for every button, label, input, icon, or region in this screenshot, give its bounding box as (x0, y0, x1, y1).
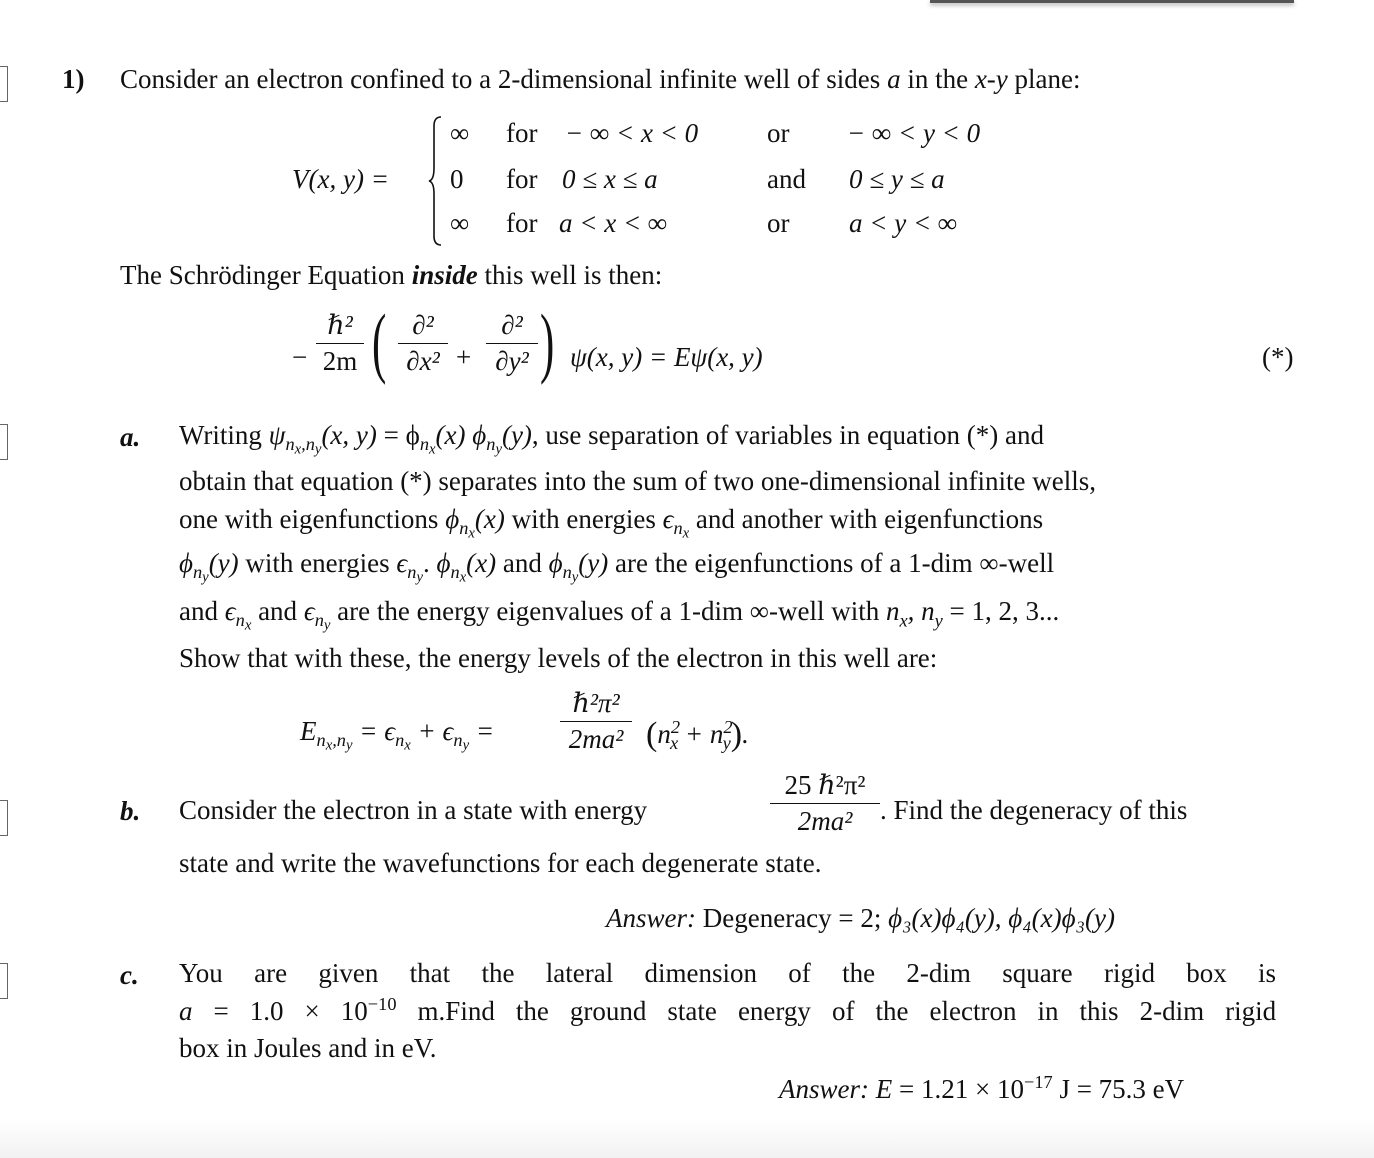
part-a-line: obtain that equation (*) separates into the sum of two one-dimensional infinite wells, (179, 466, 1097, 496)
margin-checkbox[interactable] (0, 66, 8, 102)
part-a-line: $\phi_{n_y}(y)$ with energies $\epsilon_{n_y}$. $\phi_{n_x}(x)$ and $\phi_{n_y}(y)$ are the eigenfunctions of a 1-dim ∞-well (179, 548, 1055, 587)
margin-checkbox[interactable] (0, 800, 8, 836)
page-bottom-shadow (0, 1118, 1374, 1158)
potential-lhs: V(x, y) = (292, 164, 389, 194)
part-b-text: . Find the degeneracy of this (880, 795, 1188, 825)
margin-checkbox[interactable] (0, 963, 8, 999)
window-edge-bar (930, 0, 1294, 3)
part-b-answer: Answer: Degeneracy = 2; ϕ₃(x)ϕ₄(y), ϕ₄(x)ϕ₃(y) (606, 903, 1115, 933)
part-c-line: $a = 1.0 \times 10^{-10}$ m.Find the ground state energy of the electron in this 2-dim rigid (179, 993, 1277, 1026)
part-a-label: a. (120, 422, 141, 452)
part-a-line: Writing $\psi_{n_x,n_y}(x$, $y) = \phi_{n_x}(x)$ $\phi_{n_y}(y)$, use separation of variables in equation (*) and (179, 420, 1044, 459)
part-b-energy-fraction: 25 ℏ²π² 2ma² (770, 770, 880, 837)
equation-tag: (*) (1262, 342, 1294, 372)
schrodinger-intro: The Schrödinger Equation inside this well is then: (120, 260, 663, 290)
part-c-line: box in Joules and in eV. (179, 1033, 437, 1063)
part-c-answer: Answer: $E = 1.21 \times 10^{-17}$ J = 75.3 eV (779, 1071, 1185, 1104)
left-brace-icon (428, 116, 442, 246)
problem-number: 1) (62, 64, 85, 94)
part-c-line: You are given that the lateral dimension of the 2-dim square rigid box is (179, 958, 1277, 988)
margin-checkbox[interactable] (0, 424, 8, 460)
part-a-line: Show that with these, the energy levels of the electron in this well are: (179, 643, 938, 673)
part-b-label: b. (120, 796, 141, 826)
part-a-line: and $\epsilon_{n_x}$ and $\epsilon_{n_y}$ are the energy eigenvalues of a 1-dim ∞-well with $n_x$, $n_y = 1$, 2, 3... (179, 596, 1060, 635)
part-c-label: c. (120, 960, 139, 990)
part-b-text: Consider the electron in a state with energy (179, 795, 648, 825)
part-b-text: state and write the wavefunctions for each degenerate state. (179, 848, 822, 878)
part-a-line: one with eigenfunctions $\phi_{n_x}(x)$ with energies $\epsilon_{n_x}$ and another with eigenfunctions (179, 504, 1044, 543)
problem-intro: Consider an electron confined to a 2-dimensional infinite well of sides a in the x-y plane: (120, 64, 1081, 94)
